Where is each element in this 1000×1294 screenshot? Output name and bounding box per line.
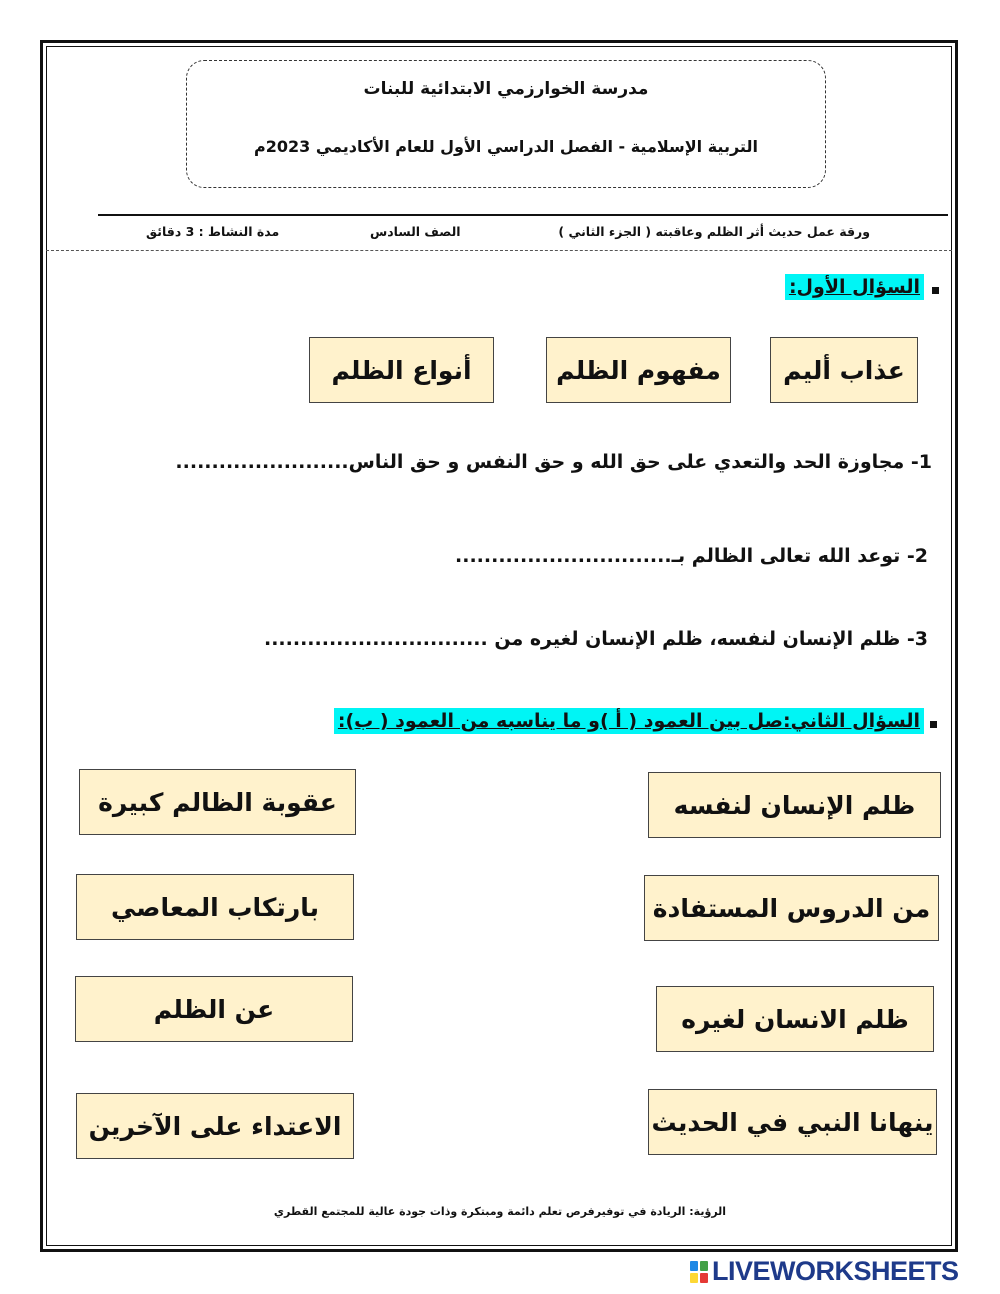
column-b-item[interactable]: بارتكاب المعاصي: [76, 874, 354, 940]
grade-label: الصف السادس: [370, 224, 461, 239]
fill-blank-question-2[interactable]: 2- توعد الله تعالى الظالم بـ..............................: [455, 545, 928, 567]
duration-label: مدة النشاط : 3 دقائق: [146, 224, 280, 239]
column-b-item[interactable]: عقوبة الظالم كبيرة: [79, 769, 356, 835]
header-divider: [98, 214, 948, 216]
bullet-icon: [932, 287, 939, 294]
school-header-box: [186, 60, 826, 188]
word-bank-item[interactable]: عذاب أليم: [770, 337, 918, 403]
bullet-icon: [930, 721, 937, 728]
brand-name: LIVEWORKSHEETS: [712, 1256, 959, 1286]
column-b-item[interactable]: عن الظلم: [75, 976, 353, 1042]
word-bank-item[interactable]: أنواع الظلم: [309, 337, 494, 403]
question2-title: السؤال الثاني:صل بين العمود ( أ )و ما يناسبه من العمود ( ب):: [334, 708, 924, 734]
fill-blank-question-3[interactable]: 3- ظلم الإنسان لنفسه، ظلم الإنسان لغيره من ...............................: [263, 628, 928, 650]
fill-blank-question-1[interactable]: 1- مجاوزة الحد والتعدي على حق الله و حق النفس و حق الناس........................: [175, 451, 932, 473]
question1-title: السؤال الأول:: [785, 274, 924, 300]
column-a-item[interactable]: من الدروس المستفادة: [644, 875, 939, 941]
column-a-item[interactable]: ينهانا النبي في الحديث: [648, 1089, 937, 1155]
subject-line: التربية الإسلامية - الفصل الدراسي الأول للعام الأكاديمي 2023م: [254, 137, 758, 156]
column-b-item[interactable]: الاعتداء على الآخرين: [76, 1093, 354, 1159]
liveworksheets-logo[interactable]: [690, 1256, 959, 1287]
vision-footer: الرؤية: الريادة في توفيرفرص تعلم دائمة ومبتكرة وذات جودة عالية للمجتمع القطري: [273, 1205, 727, 1218]
worksheet-title: ورقة عمل حديث أثر الظلم وعاقبته ( الجزء الثاني ): [558, 224, 870, 239]
column-a-item[interactable]: ظلم الإنسان لنفسه: [648, 772, 941, 838]
column-a-item[interactable]: ظلم الانسان لغيره: [656, 986, 934, 1052]
word-bank-item[interactable]: مفهوم الظلم: [546, 337, 731, 403]
meta-divider: [46, 250, 952, 251]
brand-grid-icon: [690, 1261, 708, 1283]
school-name: مدرسة الخوارزمي الابتدائية للبنات: [363, 79, 649, 99]
